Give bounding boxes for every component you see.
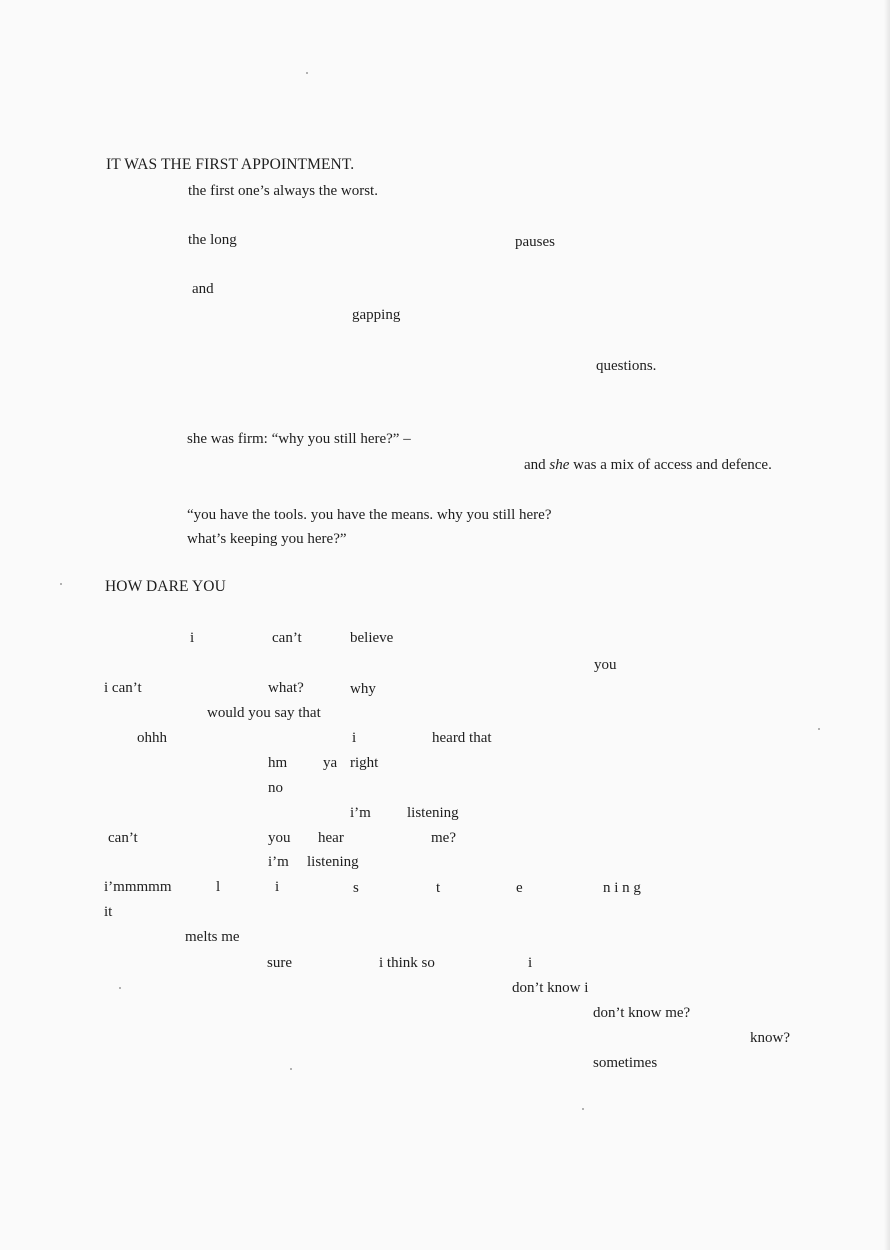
letter-e: e [516, 880, 523, 896]
word-cant: can’t [108, 830, 138, 846]
word-you: you [594, 657, 617, 673]
letter-s: s [353, 880, 359, 896]
word-the-long: the long [188, 232, 237, 248]
word-me: me? [431, 830, 456, 846]
letters-ning: n i n g [603, 880, 641, 896]
heading-how-dare-you: HOW DARE YOU [105, 578, 226, 595]
line-she-was-firm: she was firm: “why you still here?” – [187, 431, 411, 447]
paper-speck [306, 72, 308, 74]
paper-speck [582, 1108, 584, 1110]
phrase-melts-me: melts me [185, 929, 240, 945]
word-no: no [268, 780, 283, 796]
line-quote-tools: “you have the tools. you have the means. why you still here? [187, 507, 552, 523]
paper-speck [119, 987, 121, 989]
word-listening: listening [307, 854, 359, 870]
heading-first-appointment: IT WAS THE FIRST APPOINTMENT. [106, 156, 355, 173]
phrase-would-you-say-that: would you say that [207, 705, 321, 721]
word-pauses: pauses [515, 234, 555, 250]
word-and: and [192, 281, 214, 297]
paper-speck [60, 583, 62, 585]
letter-l: l [216, 879, 221, 895]
line-quote-keeping: what’s keeping you here?” [187, 531, 347, 547]
mix-rest: was a mix of access and defence. [569, 457, 772, 473]
word-believe: believe [350, 630, 394, 646]
word-sometimes: sometimes [593, 1055, 658, 1071]
word-questions: questions. [596, 358, 657, 374]
word-know: know? [750, 1030, 790, 1046]
mix-and: and [524, 457, 550, 473]
letter-i: i [275, 879, 280, 895]
word-gapping: gapping [352, 307, 401, 323]
page-edge-shadow [884, 0, 890, 1250]
word-it: it [104, 904, 113, 920]
word-i: i [190, 630, 195, 646]
letter-t: t [436, 880, 441, 896]
word-im: i’m [268, 854, 289, 870]
phrase-i-think-so: i think so [379, 955, 435, 971]
phrase-heard-that: heard that [432, 730, 492, 746]
word-right: right [350, 755, 379, 771]
paper-speck [290, 1068, 292, 1070]
mix-she-italic: she [549, 457, 570, 473]
word-listening: listening [407, 805, 459, 821]
word-why: why [350, 681, 376, 697]
word-sure: sure [267, 955, 292, 971]
line-first-one: the first one’s always the worst. [188, 183, 378, 199]
phrase-dont-know-i: don’t know i [512, 980, 589, 996]
word-im: i’m [350, 805, 371, 821]
word-hm: hm [268, 755, 288, 771]
word-i: i [352, 730, 357, 746]
word-cant: can’t [272, 630, 302, 646]
phrase-dont-know-me: don’t know me? [593, 1005, 691, 1021]
word-what: what? [268, 680, 304, 696]
word-ohhh: ohhh [137, 730, 167, 746]
word-i-cant: i can’t [104, 680, 142, 696]
word-immmmm: i’mmmmm [104, 879, 172, 895]
line-mix-access-defence [524, 456, 772, 474]
paper-speck [818, 728, 820, 730]
word-you: you [268, 830, 291, 846]
word-hear: hear [318, 830, 344, 846]
word-i: i [528, 955, 533, 971]
word-ya: ya [323, 755, 338, 771]
